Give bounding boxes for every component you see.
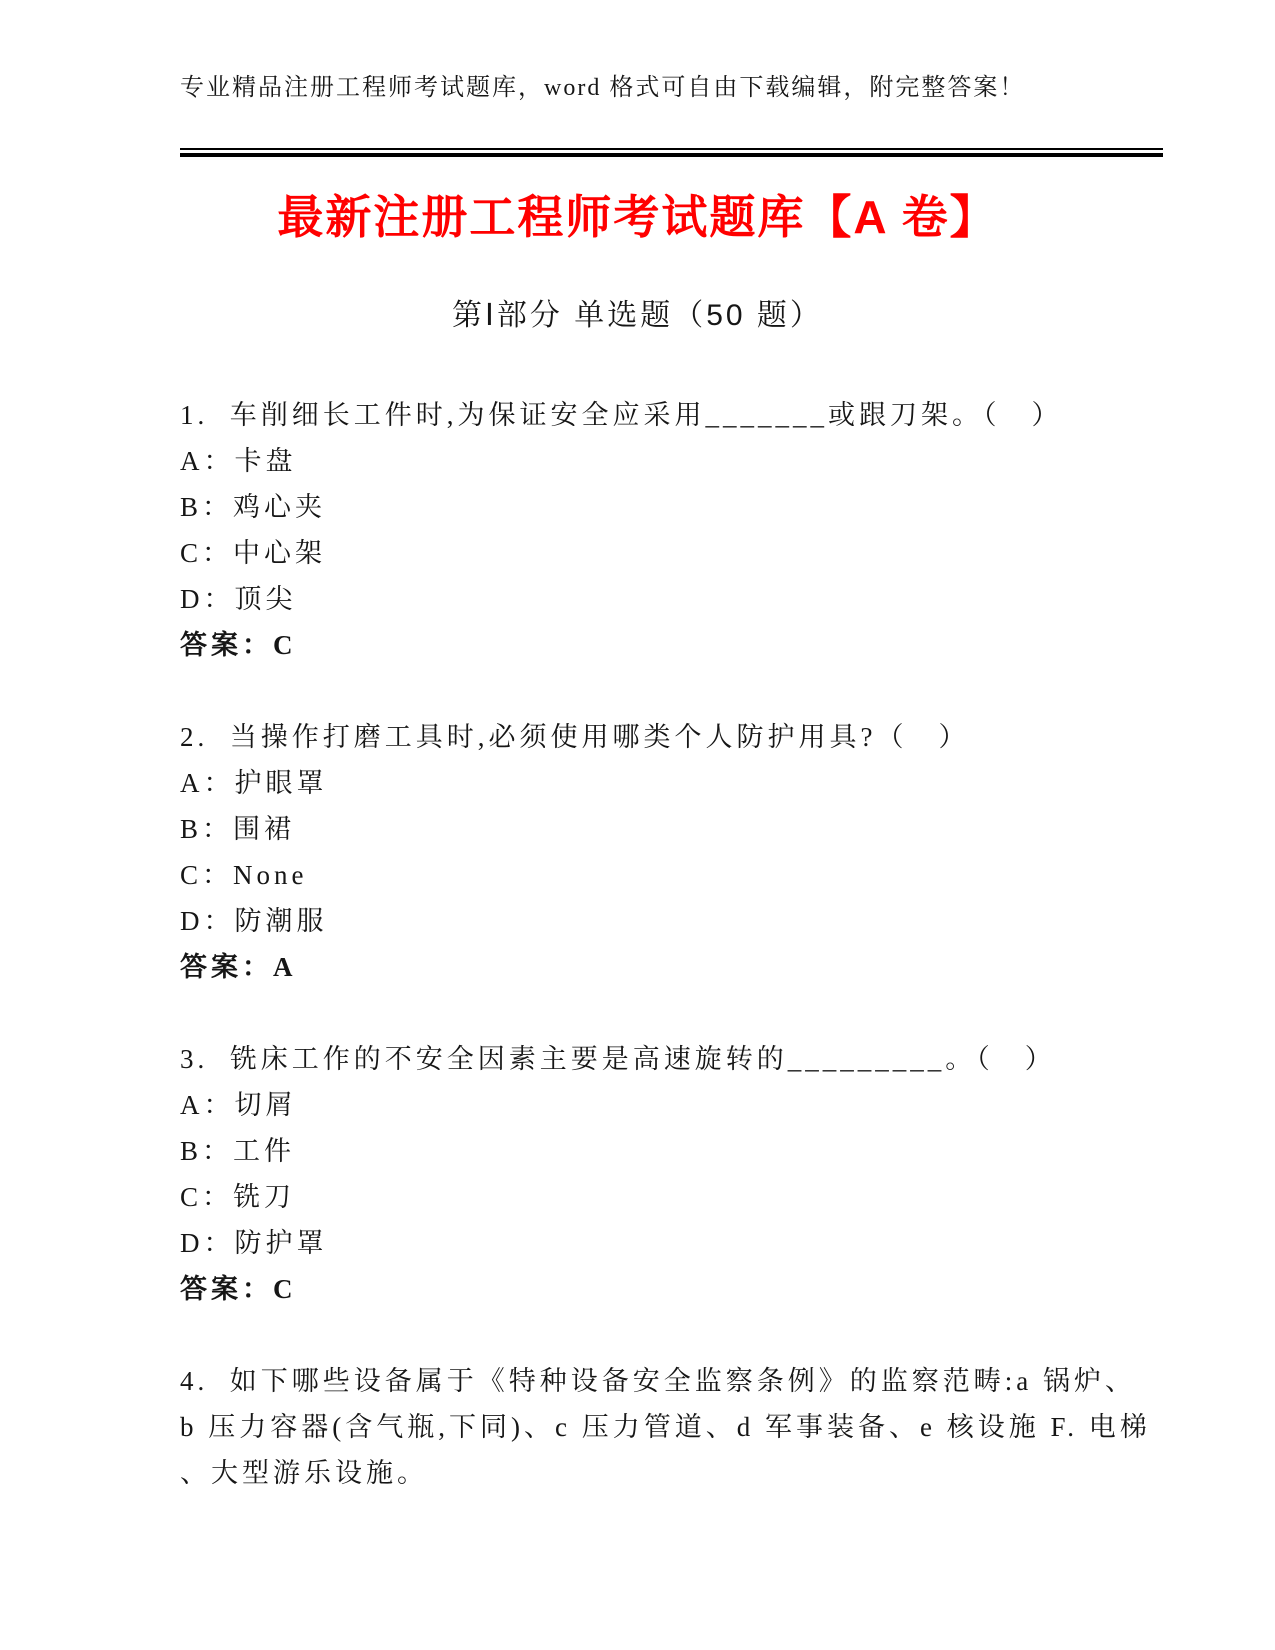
option-line: B：围裙 bbox=[180, 814, 296, 844]
question-text bbox=[180, 1036, 1163, 1082]
option-line: C：铣刀 bbox=[180, 1182, 296, 1212]
header-text: 专业精品注册工程师考试题库，word 格式可自由下载编辑，附完整答案！ bbox=[180, 75, 1026, 101]
option-line: D：顶尖 bbox=[180, 584, 297, 614]
option-line: A：护眼罩 bbox=[180, 768, 328, 798]
question-text bbox=[180, 392, 1163, 438]
question-options bbox=[180, 760, 1163, 944]
option-line: C：中心架 bbox=[180, 538, 327, 568]
question-text-line: 、大型游乐设施。 bbox=[180, 1458, 428, 1488]
questions-list bbox=[180, 392, 1163, 1496]
question-options bbox=[180, 438, 1163, 622]
question-text bbox=[180, 714, 1163, 760]
question-text-line: 1. 车削细长工件时,为保证安全应采用_______或跟刀架。（ ） bbox=[180, 400, 1063, 430]
section-heading: 第Ⅰ部分 单选题（50 题） bbox=[452, 299, 823, 332]
question-text-line: b 压力容器(含气瓶,下同)、c 压力管道、d 军事装备、e 核设施 F. 电梯 bbox=[180, 1412, 1151, 1442]
option-line: A：卡盘 bbox=[180, 446, 297, 476]
question-text-line: 2. 当操作打磨工具时,必须使用哪类个人防护用具?（ ） bbox=[180, 722, 970, 752]
option-line: B：工件 bbox=[180, 1136, 296, 1166]
question-text-line: 3. 铣床工作的不安全因素主要是高速旋转的_________。（ ） bbox=[180, 1044, 1056, 1074]
question-options bbox=[180, 1082, 1163, 1266]
answer-line: 答案：A bbox=[180, 952, 297, 982]
header-rule bbox=[180, 148, 1163, 157]
question-text-line: 4. 如下哪些设备属于《特种设备安全监察条例》的监察范畴:a 锅炉、 bbox=[180, 1366, 1136, 1396]
option-line: A：切屑 bbox=[180, 1090, 297, 1120]
question-block bbox=[180, 714, 1163, 990]
question-block bbox=[180, 392, 1163, 668]
option-line: D：防护罩 bbox=[180, 1228, 328, 1258]
option-line: D：防潮服 bbox=[180, 906, 328, 936]
option-line: C：None bbox=[180, 860, 308, 890]
option-line: B：鸡心夹 bbox=[180, 492, 327, 522]
answer-line: 答案：C bbox=[180, 630, 297, 660]
question-block bbox=[180, 1036, 1163, 1312]
question-text bbox=[180, 1358, 1163, 1496]
question-block bbox=[180, 1358, 1163, 1496]
answer-line: 答案：C bbox=[180, 1274, 297, 1304]
doc-title: 最新注册工程师考试题库【A 卷】 bbox=[277, 191, 998, 243]
